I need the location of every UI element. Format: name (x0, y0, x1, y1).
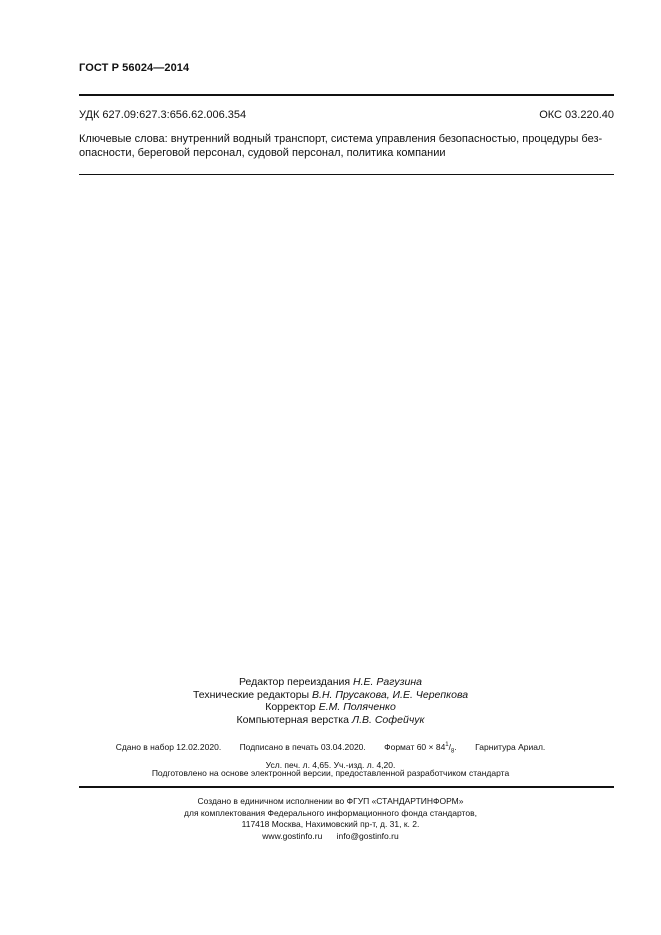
corrector-label: Корректор (265, 701, 316, 713)
classification-row (79, 109, 614, 121)
publisher-contacts (0, 831, 661, 843)
signed-date: Подписано в печать 03.04.2020. (239, 741, 366, 752)
typeface: Гарнитура Ариал. (475, 741, 546, 752)
print-sheets: Усл. печ. л. 4,65. (265, 759, 332, 770)
tech-editors-names: В.Н. Прусакова, И.Е. Черепкова (312, 688, 469, 701)
layout-label: Компьютерная верстка (236, 713, 349, 726)
print-info-line (0, 739, 661, 759)
editor-line (0, 676, 661, 689)
keywords-block (79, 132, 614, 160)
editor-label: Редактор переиздания (239, 676, 351, 688)
prepared-note: Подготовлено на основе электронной версии, предоставленной разработчиком стандарта (151, 768, 510, 778)
tech-editors-line (0, 689, 661, 702)
submitted-date: Сдано в набор 12.02.2020. (115, 741, 222, 752)
keywords-divider (79, 174, 614, 175)
top-divider (79, 94, 614, 96)
credits-block (0, 676, 661, 726)
keywords-line: опасности, береговой персонал, судовой персонал, политика компании (79, 147, 446, 159)
keywords-line: Ключевые слова: внутренний водный транспорт, система управления безопасностью, процедуры без- (79, 133, 603, 145)
website-link[interactable]: www.gostinfo.ru (262, 830, 323, 841)
layout-name: Л.В. Софейчук (351, 713, 425, 726)
layout-line (0, 714, 661, 727)
oks-code: ОКС 03.220.40 (539, 109, 614, 121)
publisher-address: 117418 Москва, Нахимовский пр-т, д. 31, к. 2. (241, 819, 420, 829)
tech-editors-label: Технические редакторы (192, 688, 310, 701)
udk-code: УДК 627.09:627.3:656.62.006.354 (79, 109, 247, 121)
corrector-name: Е.М. Поляченко (318, 701, 396, 713)
publisher-line: для комплектования Федерального информационного фонда стандартов, (184, 807, 477, 818)
editor-name: Н.Е. Рагузина (353, 676, 422, 688)
standard-code: ГОСТ Р 56024—2014 (79, 62, 190, 74)
corrector-line (0, 701, 661, 714)
publisher-block (0, 796, 661, 842)
email-link[interactable]: info@gostinfo.ru (336, 830, 399, 841)
print-info-block (0, 739, 661, 772)
publisher-line: Создано в единичном исполнении во ФГУП «СТАНДАРТИНФОРМ» (197, 796, 464, 806)
publish-sheets: Уч.-изд. л. 4,20. (333, 759, 396, 770)
paper-format: Формат $60 \times 84^1/_8$. (384, 741, 457, 755)
bottom-divider (79, 786, 614, 788)
